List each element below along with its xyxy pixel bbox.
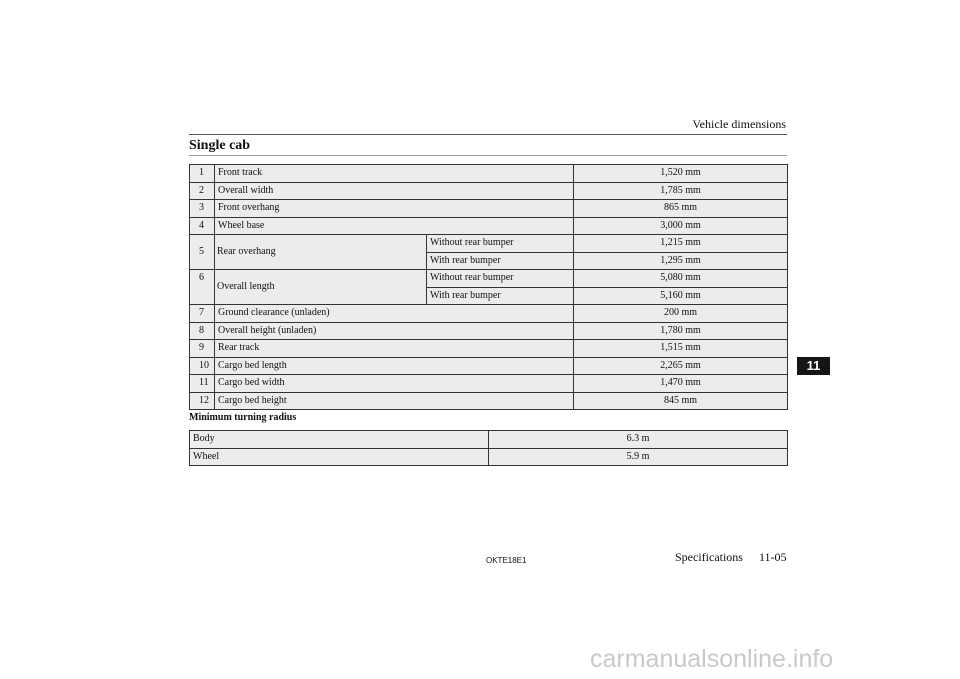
row-value: 2,265 mm [574, 357, 788, 375]
table-row [190, 305, 788, 323]
turning-radius-table [189, 430, 788, 466]
row-value: 1,470 mm [574, 375, 788, 393]
row-sublabel: With rear bumper [427, 287, 574, 305]
row-label: Ground clearance (unladen) [215, 305, 574, 323]
row-label: Body [190, 431, 489, 449]
row-sublabel: Without rear bumper [427, 270, 574, 288]
table-row [190, 431, 788, 449]
table-row [190, 340, 788, 358]
row-number: 1 [190, 165, 215, 183]
row-value: 845 mm [574, 392, 788, 410]
row-value: 200 mm [574, 305, 788, 323]
row-number: 6 [190, 270, 215, 305]
row-label: Cargo bed height [215, 392, 574, 410]
row-value: 1,780 mm [574, 322, 788, 340]
table-row [190, 448, 788, 466]
table-row [190, 182, 788, 200]
row-label: Front overhang [215, 200, 574, 218]
row-label: Overall height (unladen) [215, 322, 574, 340]
row-number: 5 [190, 235, 215, 270]
row-value: 865 mm [574, 200, 788, 218]
row-label: Rear overhang [215, 235, 427, 270]
section-title: Single cab [189, 138, 251, 153]
row-value: 1,520 mm [574, 165, 788, 183]
chapter-tab: 11 [797, 357, 830, 375]
row-value: 1,785 mm [574, 182, 788, 200]
footer-code: OKTE18E1 [486, 556, 527, 565]
row-label: Overall length [215, 270, 427, 305]
table-row [190, 392, 788, 410]
footer-section: Specifications [675, 550, 743, 564]
row-value: 5,080 mm [574, 270, 788, 288]
watermark: carmanualsonline.info [590, 645, 834, 673]
row-value: 1,295 mm [574, 252, 788, 270]
row-number: 12 [190, 392, 215, 410]
row-label: Cargo bed length [215, 357, 574, 375]
table-row [190, 200, 788, 218]
section-divider [189, 155, 787, 156]
page-header-title: Vehicle dimensions [692, 117, 786, 131]
row-label: Wheel [190, 448, 489, 466]
row-label: Cargo bed width [215, 375, 574, 393]
dimensions-table [189, 164, 788, 410]
row-number: 2 [190, 182, 215, 200]
row-label: Front track [215, 165, 574, 183]
table-row [190, 375, 788, 393]
table-row [190, 322, 788, 340]
row-number: 10 [190, 357, 215, 375]
row-value: 5.9 m [489, 448, 788, 466]
row-value: 1,215 mm [574, 235, 788, 253]
row-label: Rear track [215, 340, 574, 358]
row-label: Overall width [215, 182, 574, 200]
row-sublabel: Without rear bumper [427, 235, 574, 253]
row-sublabel: With rear bumper [427, 252, 574, 270]
page-number: 11-05 [759, 550, 787, 564]
row-number: 8 [190, 322, 215, 340]
row-value: 3,000 mm [574, 217, 788, 235]
table-row [190, 217, 788, 235]
row-value: 6.3 m [489, 431, 788, 449]
row-number: 11 [190, 375, 215, 393]
header-divider [189, 134, 787, 135]
row-number: 7 [190, 305, 215, 323]
row-number: 9 [190, 340, 215, 358]
row-number: 3 [190, 200, 215, 218]
table-row [190, 357, 788, 375]
row-value: 5,160 mm [574, 287, 788, 305]
table-row [190, 165, 788, 183]
row-value: 1,515 mm [574, 340, 788, 358]
row-label: Wheel base [215, 217, 574, 235]
table-row [190, 235, 788, 253]
turning-radius-heading: Minimum turning radius [189, 412, 297, 423]
row-number: 4 [190, 217, 215, 235]
table-row [190, 270, 788, 288]
